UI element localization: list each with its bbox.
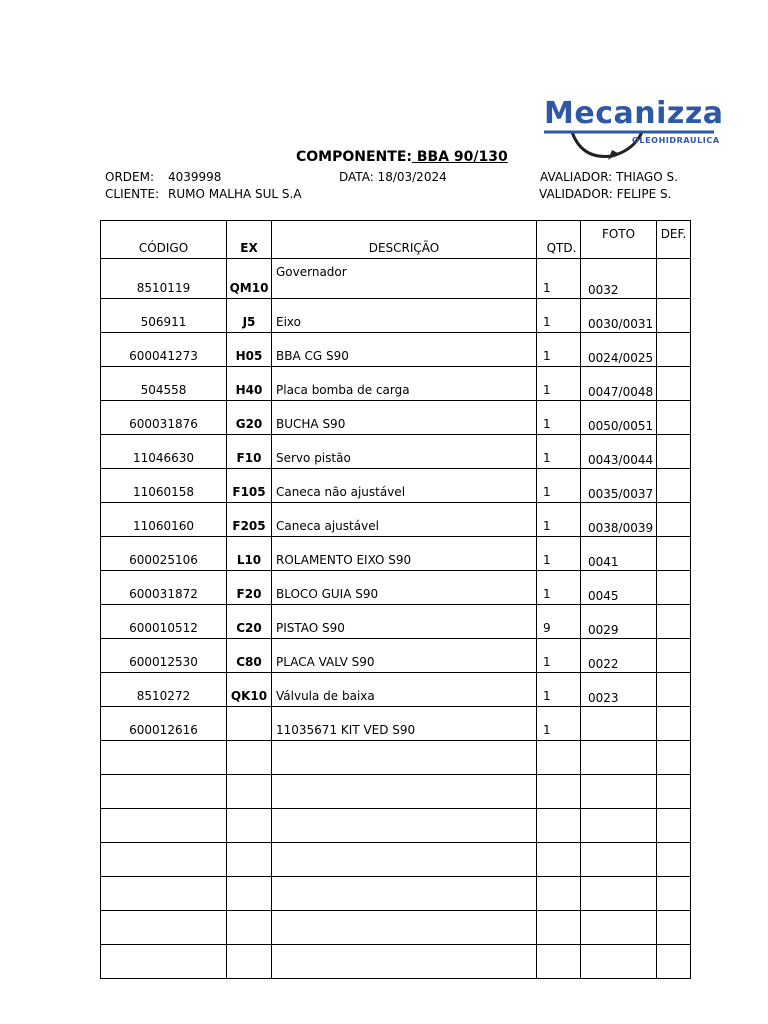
cell-foto: 0041 — [581, 537, 657, 571]
cell-descricao — [272, 809, 537, 843]
table-row — [101, 707, 691, 741]
cell-ex: F10 — [227, 435, 272, 469]
table-row — [101, 673, 691, 707]
cell-ex: C20 — [227, 605, 272, 639]
cell-def — [657, 775, 691, 809]
cell-qtd — [537, 945, 581, 979]
cell-qtd — [537, 775, 581, 809]
table-row — [101, 537, 691, 571]
table-row — [101, 299, 691, 333]
cell-codigo — [101, 945, 227, 979]
cell-foto: 0022 — [581, 639, 657, 673]
cliente-value: RUMO MALHA SUL S.A — [168, 187, 302, 201]
cell-foto: 0038/0039 — [581, 503, 657, 537]
cell-def — [657, 299, 691, 333]
cell-foto — [581, 707, 657, 741]
cell-ex: QM10 — [227, 259, 272, 299]
cell-ex — [227, 741, 272, 775]
cell-foto — [581, 809, 657, 843]
cell-codigo: 11046630 — [101, 435, 227, 469]
cell-ex — [227, 843, 272, 877]
cell-qtd — [537, 741, 581, 775]
table-row — [101, 945, 691, 979]
cell-codigo: 8510119 — [101, 259, 227, 299]
table-row — [101, 259, 691, 299]
cell-foto: 0045 — [581, 571, 657, 605]
cell-ex: C80 — [227, 639, 272, 673]
table-row — [101, 605, 691, 639]
table-row — [101, 401, 691, 435]
col-header-qtd: QTD. — [537, 221, 581, 259]
cell-qtd — [537, 877, 581, 911]
validador-field: VALIDADOR: FELIPE S. — [539, 187, 672, 201]
cell-codigo: 11060160 — [101, 503, 227, 537]
table-row — [101, 367, 691, 401]
cell-qtd: 1 — [537, 435, 581, 469]
cell-def — [657, 707, 691, 741]
cell-codigo — [101, 843, 227, 877]
table-row — [101, 843, 691, 877]
ordem-value: 4039998 — [168, 170, 222, 184]
col-header-def: DEF. — [657, 221, 691, 259]
cell-qtd: 9 — [537, 605, 581, 639]
cell-descricao: Eixo — [272, 299, 537, 333]
cell-def — [657, 259, 691, 299]
cell-foto: 0043/0044 — [581, 435, 657, 469]
cell-descricao: Caneca não ajustável — [272, 469, 537, 503]
cell-descricao: Caneca ajustável — [272, 503, 537, 537]
cell-qtd: 1 — [537, 673, 581, 707]
cell-foto — [581, 843, 657, 877]
cell-codigo: 506911 — [101, 299, 227, 333]
cell-ex: F105 — [227, 469, 272, 503]
table-header-row — [101, 221, 691, 259]
cell-qtd: 1 — [537, 537, 581, 571]
cell-codigo: 600025106 — [101, 537, 227, 571]
cell-ex — [227, 877, 272, 911]
table-row — [101, 435, 691, 469]
table-row — [101, 775, 691, 809]
cell-ex — [227, 945, 272, 979]
cell-descricao: BBA CG S90 — [272, 333, 537, 367]
cell-ex: F205 — [227, 503, 272, 537]
cell-foto: 0047/0048 — [581, 367, 657, 401]
cell-codigo: 600031872 — [101, 571, 227, 605]
cell-descricao — [272, 911, 537, 945]
document-title — [296, 149, 508, 165]
cell-foto — [581, 911, 657, 945]
cell-codigo: 600031876 — [101, 401, 227, 435]
table-row — [101, 809, 691, 843]
cell-def — [657, 605, 691, 639]
cell-foto — [581, 775, 657, 809]
cell-ex: J5 — [227, 299, 272, 333]
cell-def — [657, 435, 691, 469]
cell-foto — [581, 741, 657, 775]
cell-descricao: PISTAO S90 — [272, 605, 537, 639]
cell-ex — [227, 809, 272, 843]
cell-foto: 0030/0031 — [581, 299, 657, 333]
data-field: DATA: 18/03/2024 — [339, 170, 447, 184]
cell-foto — [581, 877, 657, 911]
cell-descricao: ROLAMENTO EIXO S90 — [272, 537, 537, 571]
cell-def — [657, 639, 691, 673]
table-row — [101, 911, 691, 945]
table-row — [101, 503, 691, 537]
cell-qtd: 1 — [537, 367, 581, 401]
cell-foto: 0050/0051 — [581, 401, 657, 435]
cell-descricao — [272, 945, 537, 979]
cell-codigo: 600010512 — [101, 605, 227, 639]
cell-qtd: 1 — [537, 707, 581, 741]
cell-codigo — [101, 775, 227, 809]
cell-def — [657, 877, 691, 911]
cell-ex — [227, 911, 272, 945]
cell-def — [657, 673, 691, 707]
company-logo — [542, 96, 724, 162]
cell-descricao: BUCHA S90 — [272, 401, 537, 435]
cell-descricao: PLACA VALV S90 — [272, 639, 537, 673]
cell-descricao: BLOCO GUIA S90 — [272, 571, 537, 605]
cell-def — [657, 911, 691, 945]
cell-codigo — [101, 741, 227, 775]
cell-qtd: 1 — [537, 639, 581, 673]
cell-def — [657, 809, 691, 843]
cell-codigo: 600041273 — [101, 333, 227, 367]
cell-ex: F20 — [227, 571, 272, 605]
avaliador-field: AVALIADOR: THIAGO S. — [540, 170, 678, 184]
cell-qtd — [537, 809, 581, 843]
table-row — [101, 469, 691, 503]
cell-qtd — [537, 843, 581, 877]
cell-codigo: 600012616 — [101, 707, 227, 741]
component-value: BBA 90/130 — [411, 149, 508, 165]
cell-def — [657, 741, 691, 775]
cell-def — [657, 401, 691, 435]
cell-qtd: 1 — [537, 503, 581, 537]
cell-def — [657, 367, 691, 401]
table-row — [101, 333, 691, 367]
cell-def — [657, 503, 691, 537]
cell-descricao — [272, 741, 537, 775]
cell-codigo — [101, 911, 227, 945]
cell-foto: 0023 — [581, 673, 657, 707]
table-row — [101, 877, 691, 911]
cell-def — [657, 469, 691, 503]
cell-codigo — [101, 877, 227, 911]
ordem-label: ORDEM: — [105, 170, 155, 184]
cell-qtd: 1 — [537, 571, 581, 605]
table-row — [101, 639, 691, 673]
cell-codigo: 8510272 — [101, 673, 227, 707]
cell-descricao: Placa bomba de carga — [272, 367, 537, 401]
cell-qtd — [537, 911, 581, 945]
cell-qtd: 1 — [537, 333, 581, 367]
components-table — [100, 220, 691, 979]
cell-descricao — [272, 843, 537, 877]
col-header-foto: FOTO — [581, 221, 657, 259]
cell-codigo: 504558 — [101, 367, 227, 401]
cell-ex — [227, 775, 272, 809]
cell-qtd: 1 — [537, 401, 581, 435]
table-row — [101, 571, 691, 605]
logo-subtitle: OLEOHIDRAULICA — [632, 136, 720, 145]
cell-codigo — [101, 809, 227, 843]
cell-def — [657, 843, 691, 877]
cell-codigo: 600012530 — [101, 639, 227, 673]
cell-def — [657, 537, 691, 571]
component-label: COMPONENTE: — [296, 149, 412, 165]
cell-foto: 0024/0025 — [581, 333, 657, 367]
cell-def — [657, 571, 691, 605]
logo-wordmark: Mecanizza — [544, 96, 724, 131]
cell-descricao — [272, 775, 537, 809]
cell-foto — [581, 945, 657, 979]
cell-descricao: Governador — [272, 259, 537, 299]
col-header-ex: EX — [227, 221, 272, 259]
cell-qtd: 1 — [537, 469, 581, 503]
cell-descricao — [272, 877, 537, 911]
col-header-descricao: DESCRIÇÃO — [272, 221, 537, 259]
cell-foto: 0029 — [581, 605, 657, 639]
cell-foto: 0032 — [581, 259, 657, 299]
cell-ex: G20 — [227, 401, 272, 435]
cell-ex: L10 — [227, 537, 272, 571]
cell-qtd: 1 — [537, 259, 581, 299]
cell-descricao: 11035671 KIT VED S90 — [272, 707, 537, 741]
cell-qtd: 1 — [537, 299, 581, 333]
col-header-codigo: CÓDIGO — [101, 221, 227, 259]
cell-ex — [227, 707, 272, 741]
table-row — [101, 741, 691, 775]
cell-foto: 0035/0037 — [581, 469, 657, 503]
cell-ex: H40 — [227, 367, 272, 401]
cell-ex: QK10 — [227, 673, 272, 707]
cell-def — [657, 945, 691, 979]
cell-def — [657, 333, 691, 367]
cliente-label: CLIENTE: — [105, 187, 160, 201]
cell-codigo: 11060158 — [101, 469, 227, 503]
cell-descricao: Válvula de baixa — [272, 673, 537, 707]
cell-ex: H05 — [227, 333, 272, 367]
cell-descricao: Servo pistão — [272, 435, 537, 469]
